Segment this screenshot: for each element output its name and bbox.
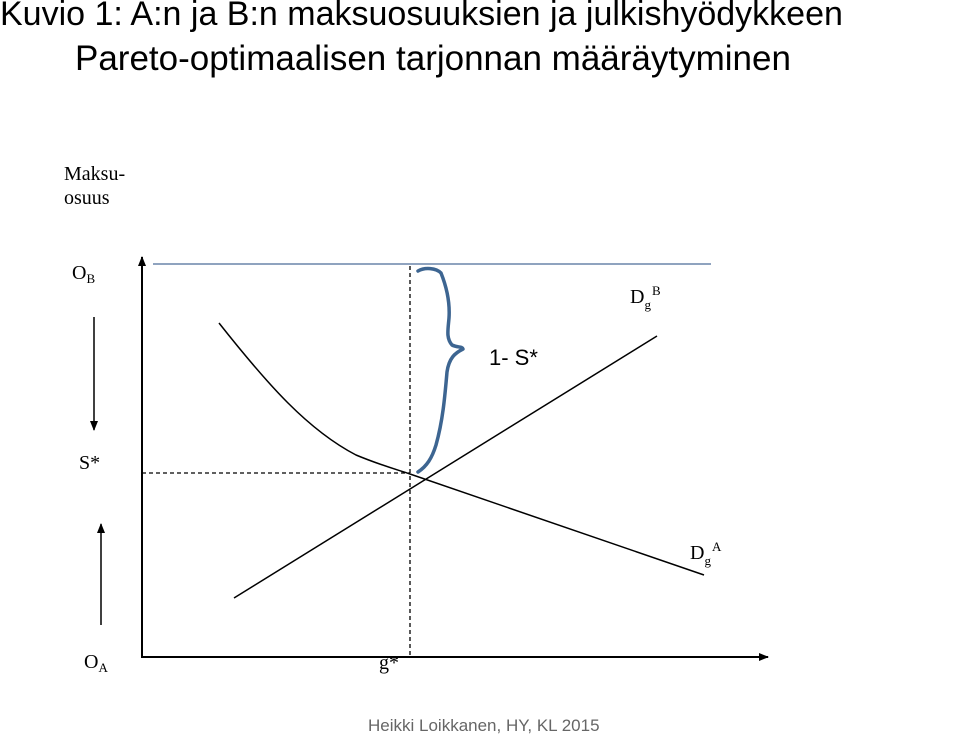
dgb-sup: B [651, 283, 661, 298]
origin-b-main: O [72, 262, 87, 284]
dga-curve [219, 323, 704, 575]
one-minus-s-label: 1- S* [489, 345, 538, 370]
s-star-label: S* [79, 452, 101, 474]
dga-label [690, 539, 722, 568]
dga-sup: A [711, 539, 722, 554]
origin-a-main: O [84, 651, 99, 673]
one-minus-s-brace [418, 269, 463, 472]
y-axis-label-line-2: osuus [64, 187, 110, 209]
origin-b-label [72, 262, 95, 285]
title-line-1: Kuvio 1: A:n ja B:n maksuosuuksien ja julkishyödykkeen [0, 0, 843, 33]
dgb-sub: g [644, 297, 651, 312]
dga-sub: g [704, 553, 711, 568]
dga-main: D [690, 542, 705, 564]
origin-a-label [84, 651, 108, 674]
g-star-label: g* [379, 652, 399, 674]
y-axis-label [64, 162, 125, 210]
dgb-main: D [630, 286, 645, 308]
title-line-2: Pareto-optimaalisen tarjonnan määräytyminen [75, 39, 791, 78]
origin-b-sub: B [86, 271, 96, 286]
dgb-label [630, 283, 661, 312]
y-axis-label-line-1: Maksu- [64, 163, 126, 185]
credit-footer: Heikki Loikkanen, HY, KL 2015 [368, 716, 600, 735]
origin-a-sub: A [98, 660, 108, 675]
